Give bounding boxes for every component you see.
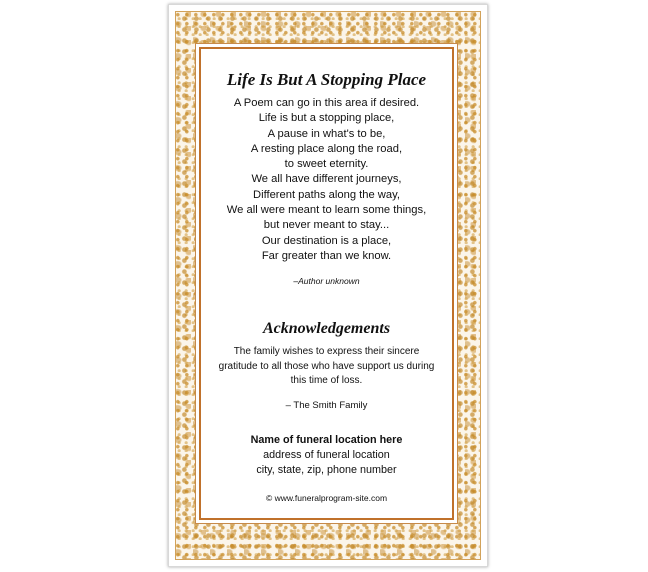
location-city-line: city, state, zip, phone number (256, 463, 397, 476)
poem-line: We all were meant to learn some things, (226, 204, 427, 217)
poem-line: Life is but a stopping place, (258, 112, 395, 125)
poem-line: A resting place along the road, (250, 142, 403, 155)
acknowledgement-line: The family wishes to express their sincere (233, 346, 420, 358)
website-credit: © www.funeralprogram-site.com (265, 492, 388, 503)
acknowledgements-title: Acknowledgements (262, 320, 391, 338)
poem-line: A Poem can go in this area if desired. (233, 97, 420, 109)
acknowledgement-line: gratitude to all those who have support us during (218, 360, 435, 372)
program-page (168, 4, 488, 567)
poem-line: We all have different journeys, (251, 173, 402, 186)
poem-body (201, 96, 452, 264)
poem-line: to sweet eternity. (284, 158, 369, 171)
poem-title: Life Is But A Stopping Place (226, 70, 427, 89)
poem-line: Our destination is a place, (261, 234, 392, 247)
content-panel (199, 47, 454, 520)
acknowledgements-body (201, 345, 452, 389)
poem-author: –Author unknown (293, 276, 360, 287)
poem-line: Far greater than we know. (261, 249, 392, 262)
poem-line: but never meant to stay... (263, 219, 390, 232)
poem-line: A pause in what's to be, (267, 127, 386, 140)
location-address: address of funeral location (263, 448, 390, 461)
acknowledgement-line: this time of loss. (290, 375, 363, 387)
family-signature: – The Smith Family (285, 399, 368, 411)
poem-line: Different paths along the way, (253, 188, 400, 201)
location-name: Name of funeral location here (250, 433, 403, 446)
